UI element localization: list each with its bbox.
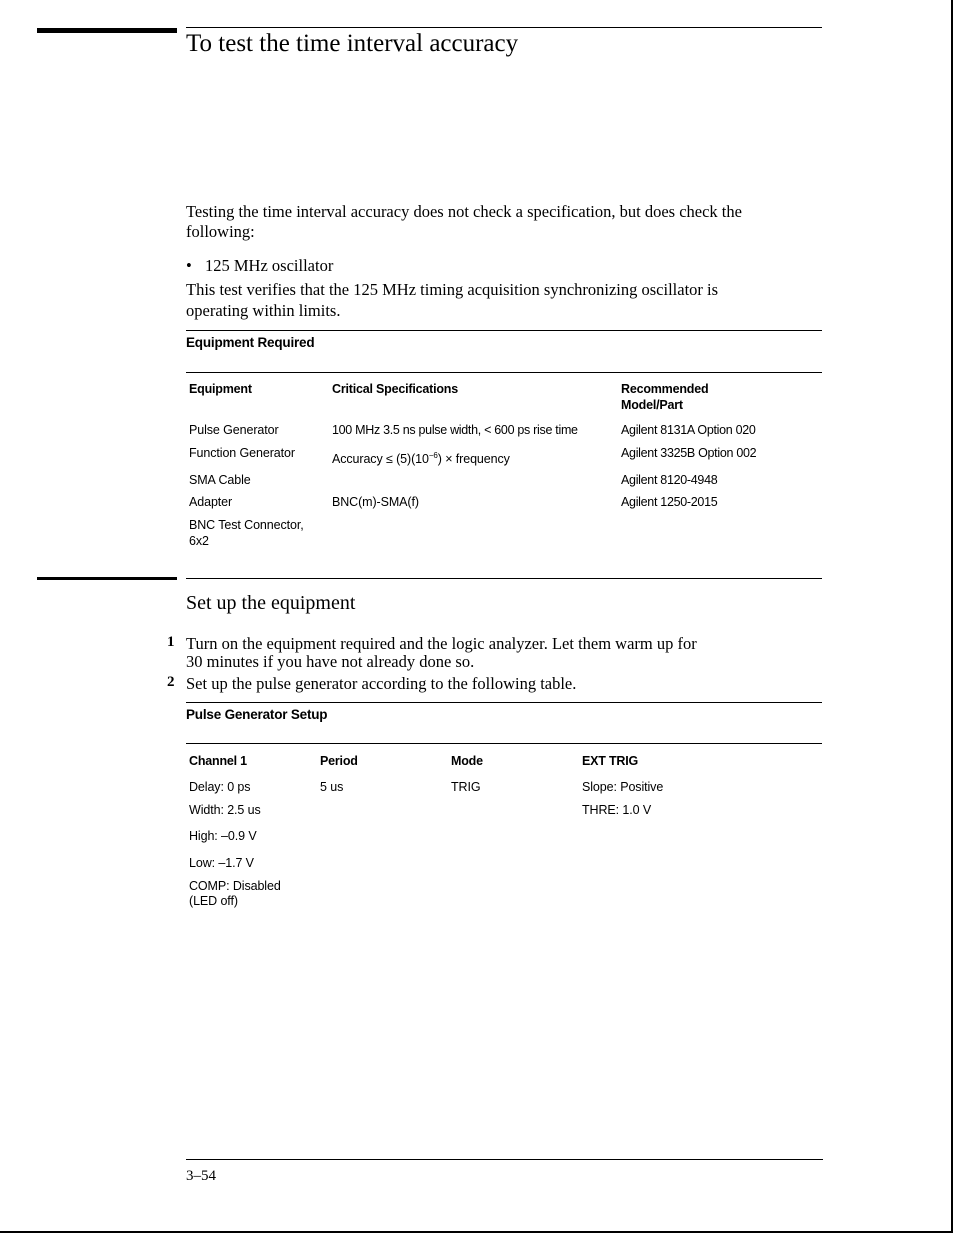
section-marker-bar [37, 577, 177, 580]
footer-rule [186, 1159, 823, 1160]
spec-accuracy-exponent: −6 [428, 451, 438, 460]
specs-col-header: Critical Specifications [332, 382, 458, 396]
ext-trig-cell: Slope: Positive [582, 780, 664, 794]
step-text-line-2: 30 minutes if you have not already done so. [186, 652, 475, 671]
verify-line-1: This test verifies that the 125 MHz timing acquisition synchronizing oscillator is [186, 280, 719, 299]
equipment-col-header: Equipment [189, 382, 252, 396]
channel1-cell: Width: 2.5 us [189, 803, 261, 817]
step-text-line-1: Set up the pulse generator according to the following table. [186, 674, 577, 693]
equipment-header-rule [186, 372, 822, 373]
equipment-cell: Pulse Generator [189, 423, 279, 437]
channel1-cell: High: –0.9 V [189, 829, 257, 843]
equipment-table-caption: Equipment Required [186, 335, 315, 350]
model-cell: Agilent 3325B Option 002 [621, 446, 757, 460]
section-rule [186, 578, 822, 579]
spec-cell: 100 MHz 3.5 ns pulse width, < 600 ps rise time [332, 423, 578, 437]
channel1-cell: COMP: Disabled [189, 879, 281, 893]
section-marker-bar [37, 28, 177, 33]
step-number: 2 [167, 674, 175, 690]
page-frame-bottom [0, 1231, 953, 1233]
spec-accuracy-suffix: ) × frequency [437, 452, 510, 467]
spec-cell: BNC(m)-SMA(f) [332, 495, 419, 509]
bullet-symbol: • [186, 256, 192, 275]
step-number: 1 [167, 634, 175, 650]
intro-line-1: Testing the time interval accuracy does not check a specification, but does check the [186, 202, 742, 221]
mode-cell: TRIG [451, 780, 481, 794]
page-frame-right [951, 0, 953, 1232]
period-col-header: Period [320, 754, 358, 768]
channel1-cell: Low: –1.7 V [189, 856, 254, 870]
section-heading: Set up the equipment [186, 592, 356, 614]
spec-accuracy-prefix: Accuracy ≤ (5)(10 [332, 452, 429, 467]
model-cell: Agilent 8131A Option 020 [621, 423, 756, 437]
channel1-cell: (LED off) [189, 894, 238, 908]
ext-trig-cell: THRE: 1.0 V [582, 803, 652, 817]
bullet-text: 125 MHz oscillator [205, 256, 334, 275]
model-col-header-line-1: Recommended [621, 382, 709, 396]
period-cell: 5 us [320, 780, 344, 794]
equipment-cell-line-2: 6x2 [189, 534, 209, 548]
pulse-caption-rule [186, 702, 822, 703]
step-text-line-1: Turn on the equipment required and the logic analyzer. Let them warm up for [186, 634, 697, 653]
page-title: To test the time interval accuracy [186, 30, 519, 57]
pulse-table-caption: Pulse Generator Setup [186, 707, 328, 722]
equipment-caption-rule [186, 330, 822, 331]
mode-col-header: Mode [451, 754, 483, 768]
model-cell: Agilent 1250-2015 [621, 495, 718, 509]
verify-line-2: operating within limits. [186, 301, 341, 320]
equipment-cell: Function Generator [189, 446, 295, 460]
page-number: 3–54 [186, 1168, 216, 1184]
model-col-header-line-2: Model/Part [621, 398, 683, 412]
pulse-header-rule [186, 743, 822, 744]
ext-trig-col-header: EXT TRIG [582, 754, 639, 768]
intro-line-2: following: [186, 222, 255, 241]
equipment-cell: Adapter [189, 495, 233, 509]
channel1-col-header: Channel 1 [189, 754, 247, 768]
equipment-cell-line-1: BNC Test Connector, [189, 518, 304, 532]
model-cell: Agilent 8120-4948 [621, 473, 718, 487]
equipment-cell: SMA Cable [189, 473, 251, 487]
spec-cell-accuracy [332, 448, 510, 467]
title-rule [186, 27, 822, 28]
channel1-cell: Delay: 0 ps [189, 780, 251, 794]
